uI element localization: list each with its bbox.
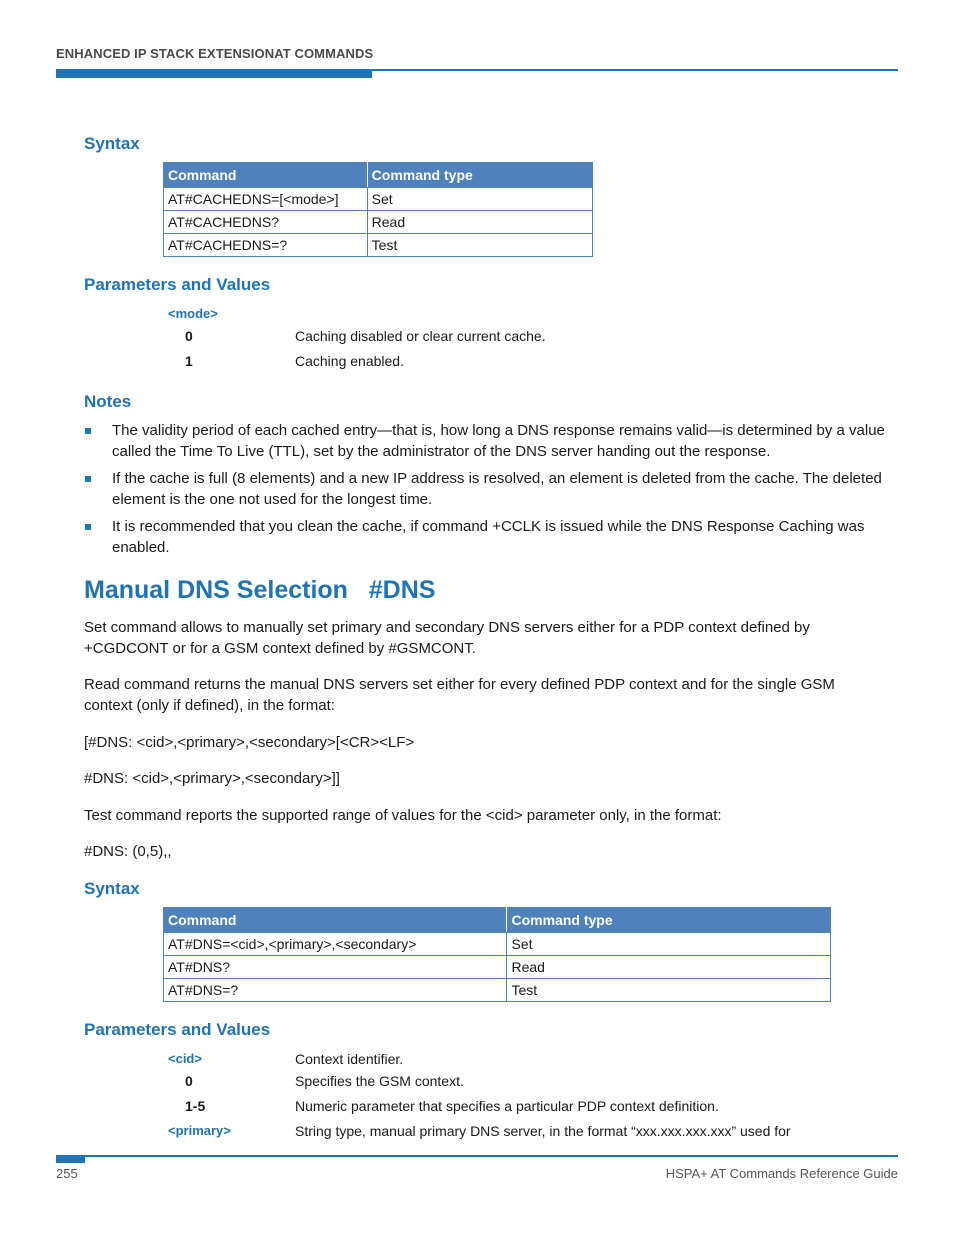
table-header-row	[164, 908, 831, 933]
command-type-cell: Read	[507, 956, 831, 979]
param-name-cid: <cid>	[168, 1051, 202, 1066]
param-value-desc: Caching disabled or clear current cache.	[295, 328, 546, 344]
command-type-cell: Set	[367, 188, 592, 211]
param-name-mode: <mode>	[168, 306, 218, 321]
param-value-desc: Specifies the GSM context.	[295, 1073, 464, 1089]
table-row	[164, 956, 831, 979]
section-heading-syntax: Syntax	[84, 134, 140, 153]
command-cell: AT#CACHEDNS?	[164, 211, 368, 234]
command-type-cell: Test	[507, 979, 831, 1002]
bullet-square-icon	[85, 428, 91, 434]
table-row	[164, 188, 593, 211]
section-heading-notes: Notes	[84, 392, 132, 411]
table-row	[164, 933, 831, 956]
footer-rule-accent	[56, 1155, 85, 1163]
section-heading-parameters: Parameters and Values	[84, 275, 271, 294]
param-value-key: 1	[185, 353, 193, 369]
command-type-cell: Test	[367, 234, 592, 257]
column-header-command: Command	[164, 163, 368, 188]
paragraph-format: #DNS: <cid>,<primary>,<secondary>]]	[84, 770, 340, 787]
section-heading-parameters: Parameters and Values	[84, 1020, 271, 1039]
table-row	[164, 234, 593, 257]
command-type-cell: Set	[507, 933, 831, 956]
table-row	[164, 979, 831, 1002]
document-title: HSPA+ AT Commands Reference Guide	[665, 1166, 898, 1181]
header-rule-accent	[56, 69, 372, 78]
command-cell: AT#CACHEDNS=[<mode>]	[164, 188, 368, 211]
paragraph: Set command allows to manually set primary and secondary DNS servers either for a PDP context defined by +CGDCONT or for a GSM context defined by #GSMCONT.	[84, 619, 810, 657]
bullet-square-icon	[85, 476, 91, 482]
param-desc: String type, manual primary DNS server, in the format “xxx.xxx.xxx.xxx” used for	[295, 1123, 791, 1139]
column-header-command: Command	[164, 908, 507, 933]
paragraph: Read command returns the manual DNS servers set either for every defined PDP context and for the single GSM context (only if defined), in the format:	[84, 676, 835, 714]
command-cell: AT#DNS=<cid>,<primary>,<secondary>	[164, 933, 507, 956]
cachedns-syntax-table	[163, 162, 593, 257]
footer-rule	[56, 1155, 898, 1157]
param-value-key: 0	[185, 328, 193, 344]
paragraph-format: #DNS: (0,5),,	[84, 843, 172, 860]
param-name-primary: <primary>	[168, 1123, 231, 1138]
param-desc: Context identifier.	[295, 1051, 404, 1067]
note-item: The validity period of each cached entry—that is, how long a DNS response remains valid—is determined by a value called the Time To Live (TTL), set by the administrator of the DNS server handing out the response.	[112, 422, 885, 460]
paragraph: Test command reports the supported range of values for the <cid> parameter only, in the format:	[84, 807, 722, 824]
param-value-key: 1-5	[185, 1098, 206, 1114]
table-row	[164, 211, 593, 234]
note-item: It is recommended that you clean the cache, if command +CCLK is issued while the DNS Response Caching was enabled.	[112, 518, 865, 556]
section-heading-syntax: Syntax	[84, 879, 140, 898]
param-value-desc: Caching enabled.	[295, 353, 404, 369]
column-header-command-type: Command type	[367, 163, 592, 188]
dns-syntax-table	[163, 907, 831, 1002]
page-title-manual-dns: Manual DNS Selection #DNS	[84, 576, 436, 604]
command-type-cell: Read	[367, 211, 592, 234]
page-number: 255	[56, 1166, 78, 1181]
running-header: ENHANCED IP STACK EXTENSIONAT COMMANDS	[56, 46, 374, 61]
param-value-desc: Numeric parameter that specifies a particular PDP context definition.	[295, 1098, 719, 1114]
command-cell: AT#DNS=?	[164, 979, 507, 1002]
column-header-command-type: Command type	[507, 908, 831, 933]
command-cell: AT#CACHEDNS=?	[164, 234, 368, 257]
table-header-row	[164, 163, 593, 188]
bullet-square-icon	[85, 524, 91, 530]
param-value-key: 0	[185, 1073, 193, 1089]
note-item: If the cache is full (8 elements) and a new IP address is resolved, an element is deleted from the cache. The deleted element is the one not used for the longest time.	[112, 470, 882, 508]
command-cell: AT#DNS?	[164, 956, 507, 979]
paragraph-format: [#DNS: <cid>,<primary>,<secondary>[<CR><LF>	[84, 734, 415, 751]
